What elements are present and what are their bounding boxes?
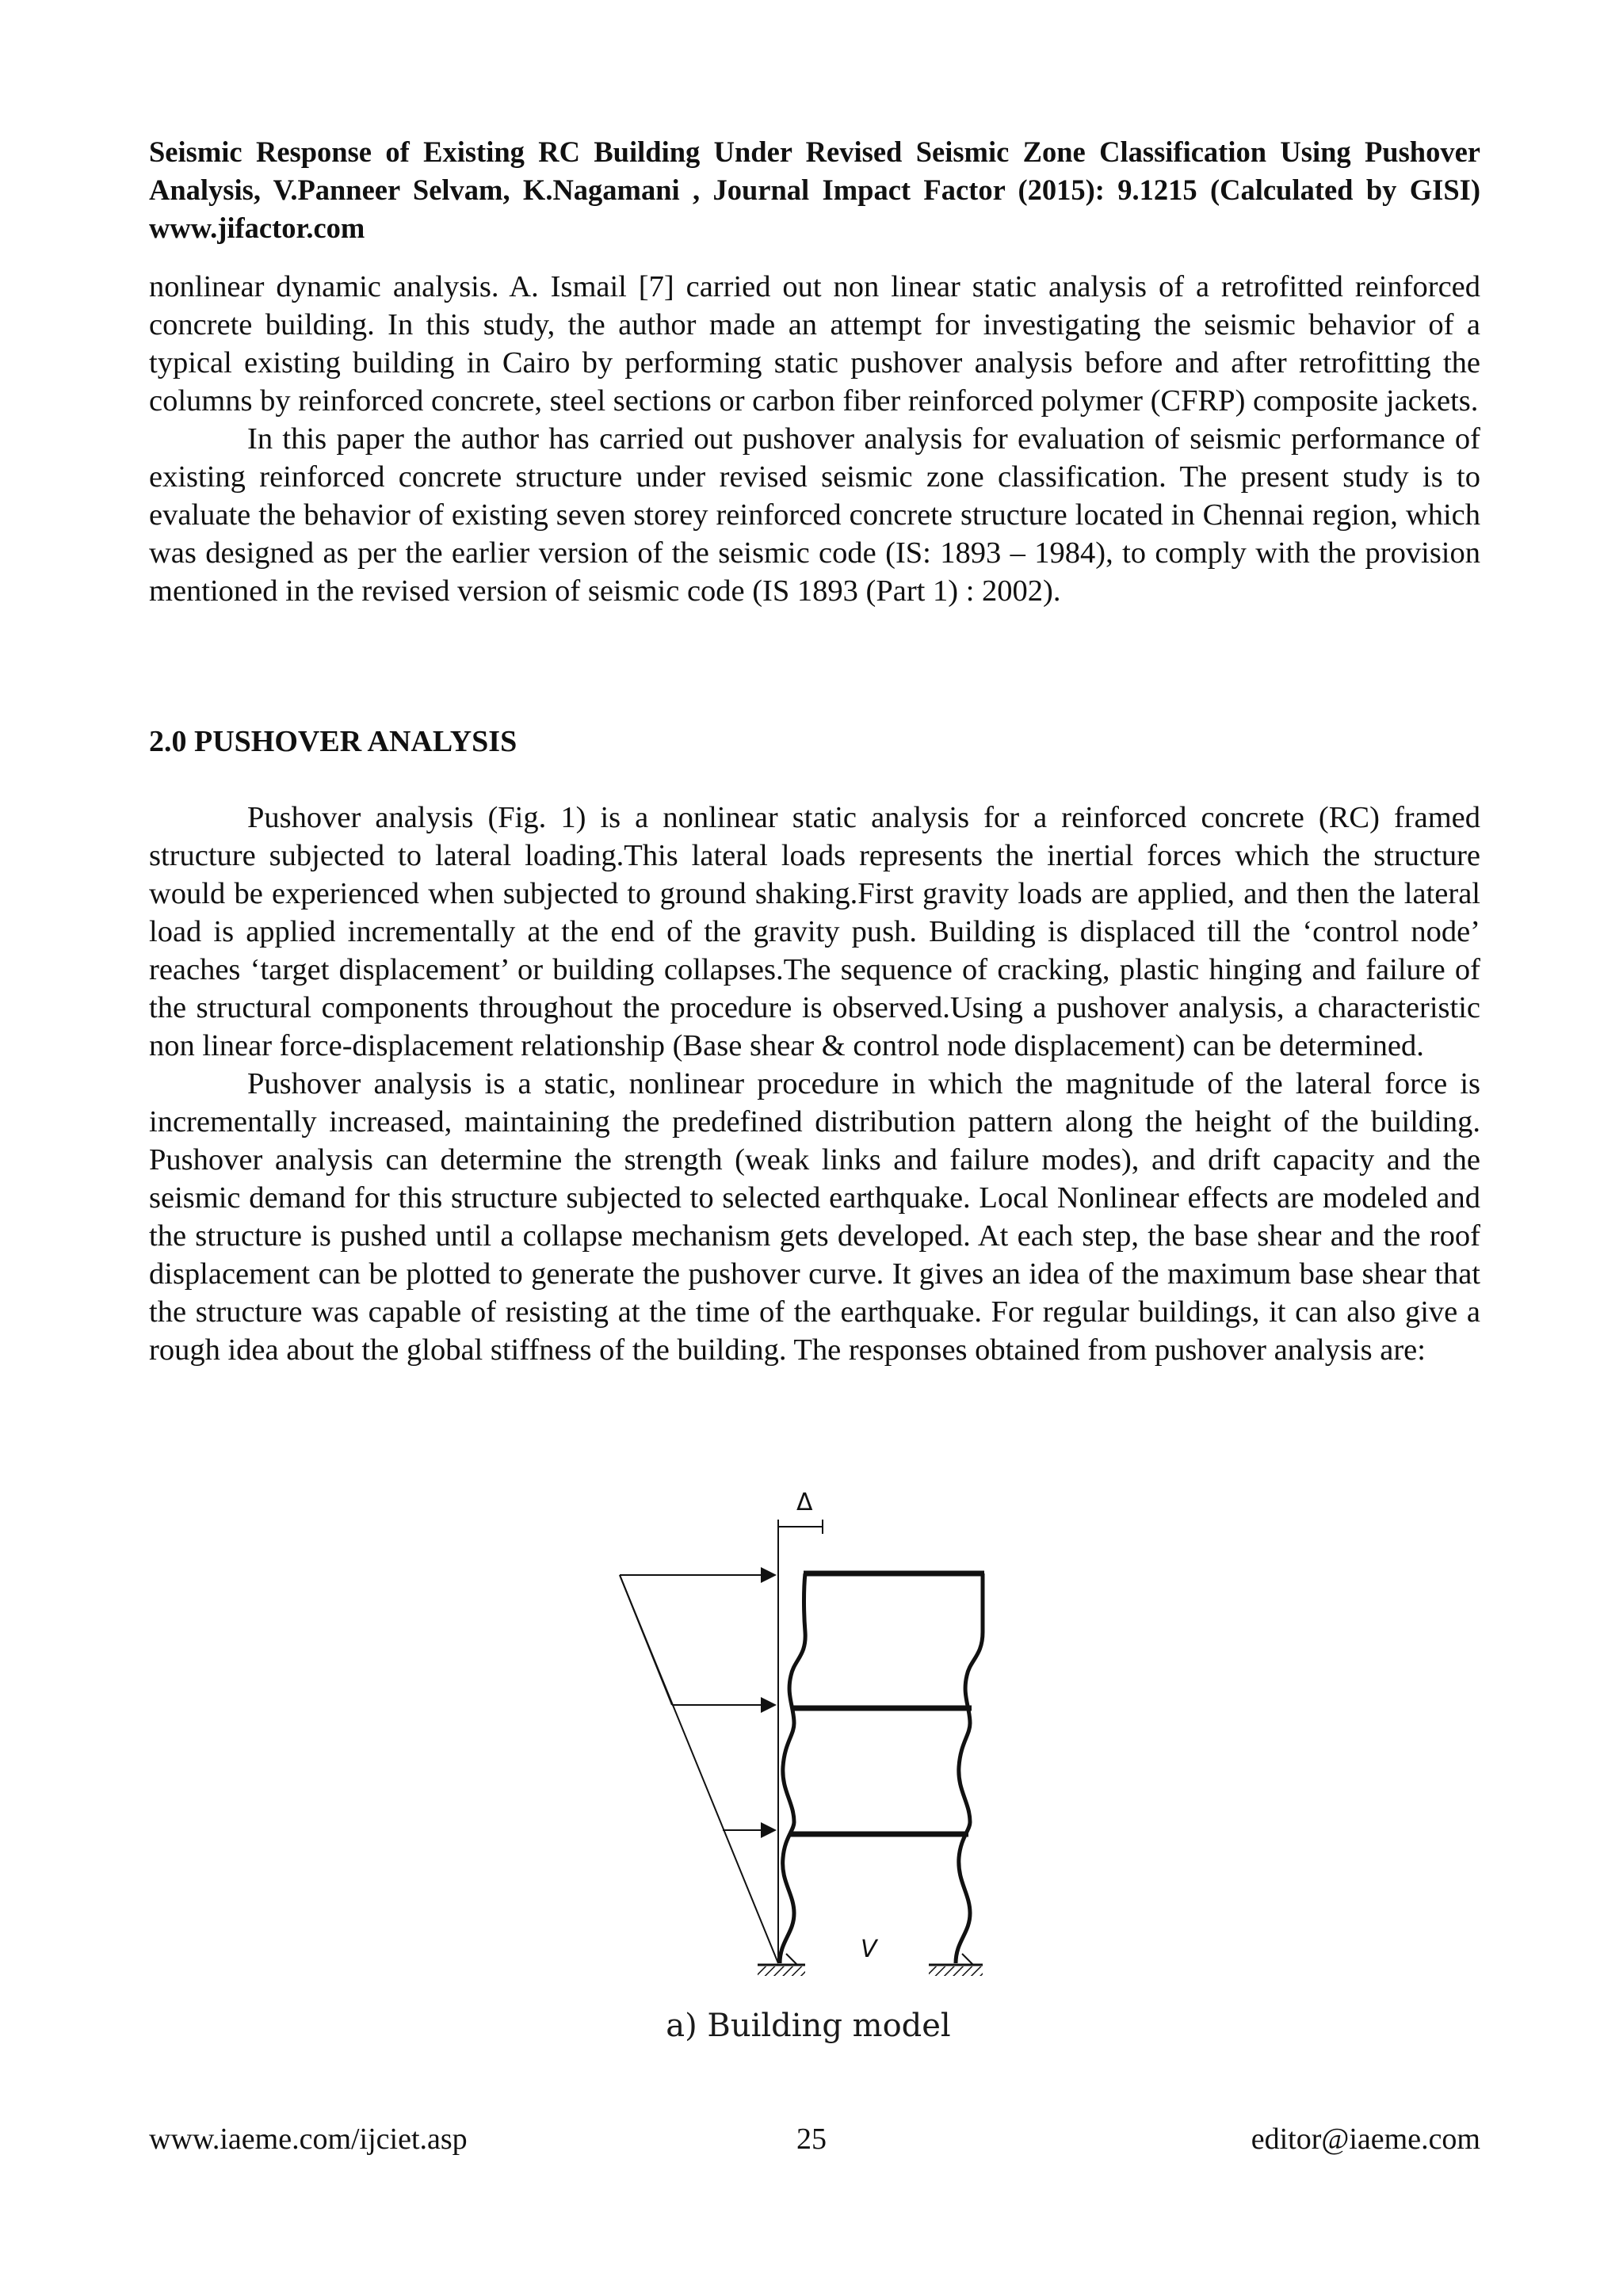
running-header: [149, 133, 1480, 247]
base-shear-label: V: [861, 1936, 877, 1963]
pushover-section: [149, 799, 1480, 1369]
right-column: [956, 1573, 983, 1963]
lateral-load-profile: [620, 1575, 778, 1963]
pushover-paragraph-1: Pushover analysis (Fig. 1) is a nonlinear static analysis for a reinforced concrete (RC) framed structure subjected to lateral loading.This lateral loads represents the inertial forces which the structure would be experienced when subjected to ground shaking.First gravity loads are applied, and then the lateral load is applied incrementally at the end of the gravity push. Building is displaced till the ‘control node’ reaches ‘target displacement’ or building collapses.The sequence of cracking, plastic hinging and failure of the structural components throughout the procedure is observed.Using a pushover analysis, a characteristic non linear force-displacement relationship (Base shear & control node displacement) can be determined.: [149, 801, 1480, 1062]
header-citation: Seismic Response of Existing RC Building Under Revised Seismic Zone Classification Using Pushover Analysis, V.Panneer Selvam, K.Nagamani , Journal Impact Factor (2015): 9.1215 (Calculated by GISI) www.jifactor.com: [149, 135, 1480, 244]
intro-paragraph-1: nonlinear dynamic analysis. A. Ismail [7] carried out non linear static analysis of a retrofitted reinforced concrete building. In this study, the author made an attempt for investigating the seismic behavior of a typical existing building in Cairo by performing static pushover analysis before and after retrofitting the columns by reinforced concrete, steel sections or carbon fiber reinforced polymer (CFRP) composite jackets.: [149, 270, 1480, 418]
intro-section: [149, 268, 1480, 610]
building-model-diagram: [586, 1482, 1030, 1989]
section-heading: 2.0 PUSHOVER ANALYSIS: [149, 725, 517, 758]
footer-journal-url[interactable]: www.iaeme.com/ijciet.asp: [149, 2122, 468, 2156]
delta-label: Δ: [796, 1489, 813, 1516]
building-model-figure: [586, 1482, 1030, 2052]
left-column: [780, 1573, 805, 1963]
displacement-dimension: [778, 1520, 823, 1534]
pushover-paragraph-2: Pushover analysis is a static, nonlinear procedure in which the magnitude of the lateral force is incrementally increased, maintaining the predefined distribution pattern along the height of the building. Pushover analysis can determine the strength (weak links and failure modes), and drift capacity and the seismic demand for this structure subjected to selected earthquake. Local Nonlinear effects are modeled and the structure is pushed until a collapse mechanism gets developed. At each step, the base shear and the roof displacement can be plotted to generate the pushover curve. It gives an idea of the maximum base shear that the structure was capable of resisting at the time of the earthquake. For regular buildings, it can also give a rough idea about the global stiffness of the building. The responses obtained from pushover analysis are:: [149, 1067, 1480, 1367]
figure-caption: a) Building model: [666, 2008, 951, 2044]
page-number: 25: [796, 2122, 827, 2156]
intro-paragraph-2: In this paper the author has carried out pushover analysis for evaluation of seismic performance of existing reinforced concrete structure under revised seismic zone classification. The present study is to evaluate the behavior of existing seven storey reinforced concrete structure located in Chennai region, which was designed as per the earlier version of the seismic code (IS: 1893 – 1984), to comply with the provision mentioned in the revised version of seismic code (IS 1893 (Part 1) : 2002).: [149, 422, 1480, 608]
footer-email[interactable]: editor@iaeme.com: [1251, 2122, 1480, 2156]
